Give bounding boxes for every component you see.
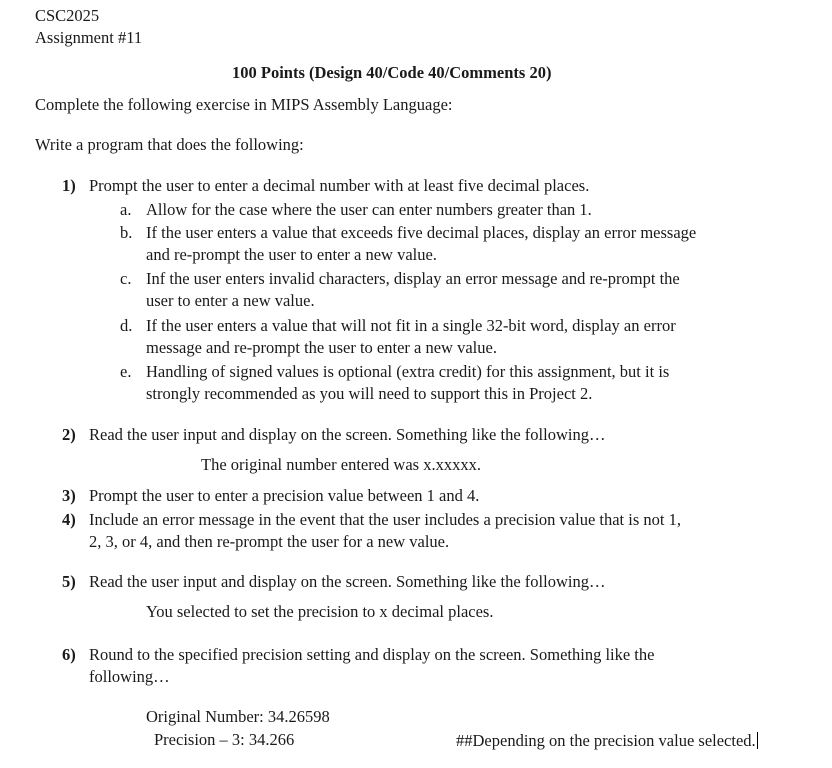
subitem-text: Inf the user enters invalid characters, display an error message and re-prompt the xyxy=(146,269,680,288)
item-text: Include an error message in the event that the user includes a precision value that is not 1, xyxy=(89,510,681,529)
item-text: Read the user input and display on the screen. Something like the following… xyxy=(89,572,606,591)
item-text: Prompt the user to enter a decimal number with at least five decimal places. xyxy=(89,176,590,195)
subitem-text: If the user enters a value that exceeds five decimal places, display an error message xyxy=(146,223,697,242)
subitem-letter: e. xyxy=(120,362,132,381)
subitem-letter: c. xyxy=(120,269,132,288)
item-number: 1) xyxy=(62,176,76,195)
instruction-line: Write a program that does the following: xyxy=(35,135,304,154)
item-text: Prompt the user to enter a precision value between 1 and 4. xyxy=(89,486,480,505)
item-number: 2) xyxy=(62,425,76,444)
item-text: Round to the specified precision setting and display on the screen. Something like the xyxy=(89,645,655,664)
subitem-letter: a. xyxy=(120,200,132,219)
subitem-letter: d. xyxy=(120,316,133,335)
item-text: Read the user input and display on the screen. Something like the following… xyxy=(89,425,606,444)
sample-note xyxy=(456,732,758,750)
subitem-text: user to enter a new value. xyxy=(146,291,315,310)
subitem-text: message and re-prompt the user to enter a new value. xyxy=(146,338,497,357)
intro-line: Complete the following exercise in MIPS Assembly Language: xyxy=(35,95,453,114)
example-output: You selected to set the precision to x decimal places. xyxy=(146,602,494,621)
subitem-text: If the user enters a value that will not fit in a single 32-bit word, display an error xyxy=(146,316,676,335)
item-number: 4) xyxy=(62,510,76,529)
subitem-text: Handling of signed values is optional (extra credit) for this assignment, but it is xyxy=(146,362,670,381)
text-cursor xyxy=(757,732,758,749)
item-number: 6) xyxy=(62,645,76,664)
sample-original-number: Original Number: 34.26598 xyxy=(146,707,330,726)
subitem-text: strongly recommended as you will need to support this in Project 2. xyxy=(146,384,593,403)
example-output: The original number entered was x.xxxxx. xyxy=(201,455,481,474)
item-text: 2, 3, or 4, and then re-prompt the user for a new value. xyxy=(89,532,450,551)
subitem-letter: b. xyxy=(120,223,133,242)
item-text: following… xyxy=(89,667,170,686)
sample-precision: Precision – 3: 34.266 xyxy=(154,730,295,749)
assignment-number: Assignment #11 xyxy=(35,28,143,47)
course-code: CSC2025 xyxy=(35,6,100,25)
subitem-text: Allow for the case where the user can enter numbers greater than 1. xyxy=(146,200,592,219)
item-number: 5) xyxy=(62,572,76,591)
item-number: 3) xyxy=(62,486,76,505)
subitem-text: and re-prompt the user to enter a new value. xyxy=(146,245,437,264)
points-heading: 100 Points (Design 40/Code 40/Comments 20) xyxy=(232,63,552,82)
sample-note-text: ##Depending on the precision value selected. xyxy=(456,731,756,750)
